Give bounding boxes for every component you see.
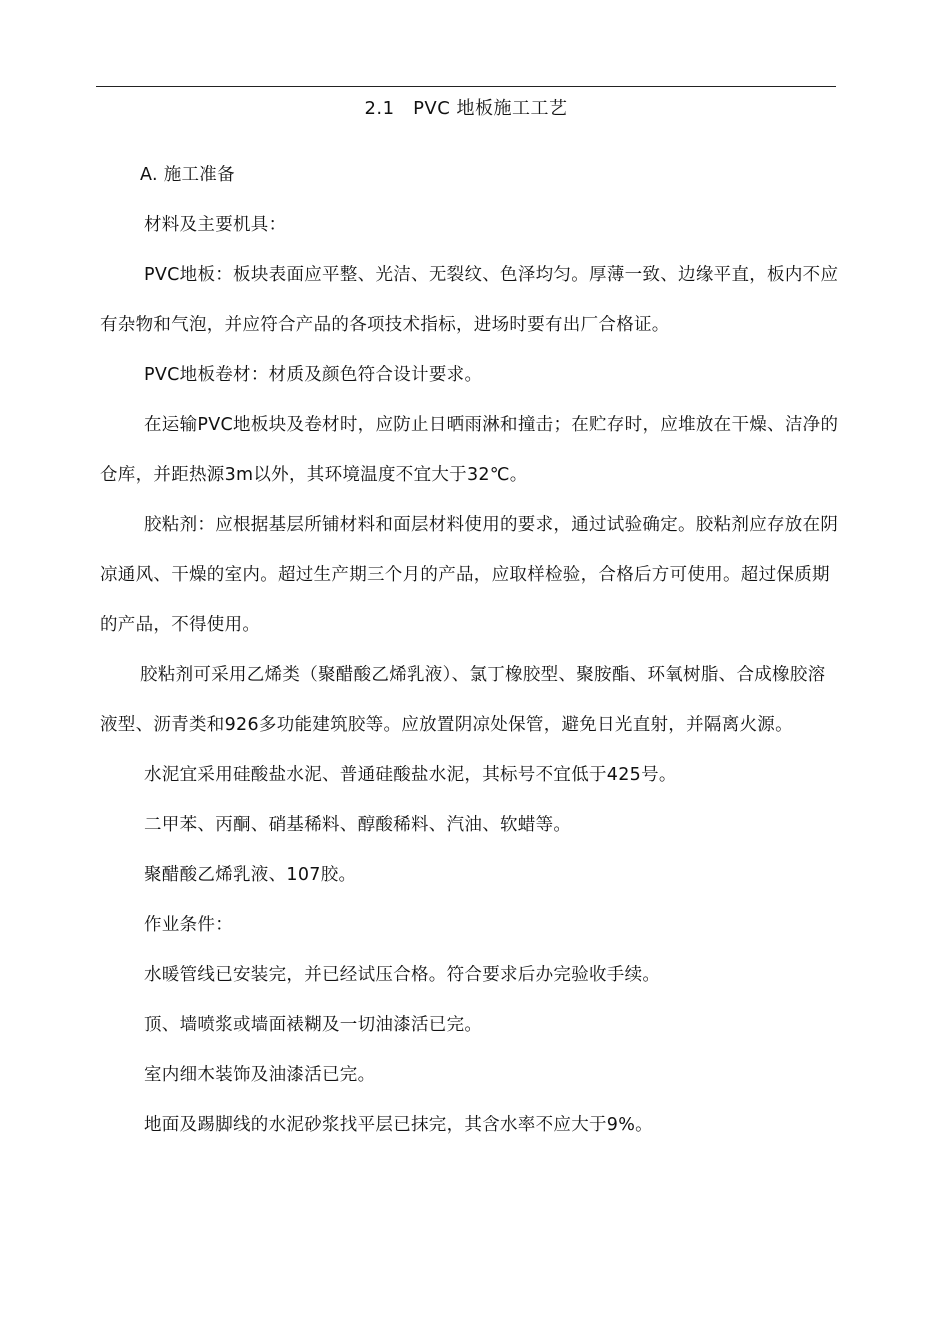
paragraph-adhesive-types: 胶粘剂可采用乙烯类（聚醋酸乙烯乳液）、氯丁橡胶型、聚胺酯、环氧树脂、合成橡胶溶液型、沥青类和926多功能建筑胶等。应放置阴凉处保管，避免日光直射，并隔离火源。: [100, 665, 826, 735]
paragraph-interior-woodwork: 室内细木装饰及油漆活已完。: [144, 1065, 376, 1085]
document-body: [100, 150, 840, 1150]
paragraph-conditions-heading: 作业条件：: [144, 915, 233, 935]
section-title: 2.1 PVC 地板施工工艺: [364, 98, 568, 119]
paragraph-adhesive: 胶粘剂：应根据基层所铺材料和面层材料使用的要求，通过试验确定。胶粘剂应存放在阴凉通风、干燥的室内。超过生产期三个月的产品，应取样检验，合格后方可使用。超过保质期的产品，不得使用。: [100, 515, 839, 635]
paragraph-pvc-roll: PVC地板卷材：材质及颜色符合设计要求。: [144, 365, 483, 385]
paragraph-pvc-board: PVC地板：板块表面应平整、光洁、无裂纹、色泽均匀。厚薄一致、边缘平直，板内不应有杂物和气泡，并应符合产品的各项技术指标，进场时要有出厂合格证。: [100, 265, 839, 335]
paragraph-plumbing: 水暖管线已安装完，并已经试压合格。符合要求后办完验收手续。: [144, 965, 661, 985]
header-rule: [96, 86, 836, 87]
paragraph-screed-moisture: 地面及踢脚线的水泥砂浆找平层已抹完，其含水率不应大于9%。: [144, 1115, 653, 1135]
paragraph-solvents: 二甲苯、丙酮、硝基稀料、醇酸稀料、汽油、软蜡等。: [144, 815, 572, 835]
paragraph-materials-heading: 材料及主要机具：: [144, 215, 287, 235]
paragraph-emulsion: 聚醋酸乙烯乳液、107胶。: [144, 865, 357, 885]
paragraph-ceiling-wall: 顶、墙喷浆或墙面裱糊及一切油漆活已完。: [144, 1015, 483, 1035]
subsection-heading: A. 施工准备: [140, 165, 235, 185]
paragraph-transport-storage: 在运输PVC地板块及卷材时，应防止日晒雨淋和撞击；在贮存时，应堆放在干燥、洁净的仓库，并距热源3m以外，其环境温度不宜大于32℃。: [100, 415, 839, 485]
paragraph-cement: 水泥宜采用硅酸盐水泥、普通硅酸盐水泥，其标号不宜低于425号。: [144, 765, 677, 785]
